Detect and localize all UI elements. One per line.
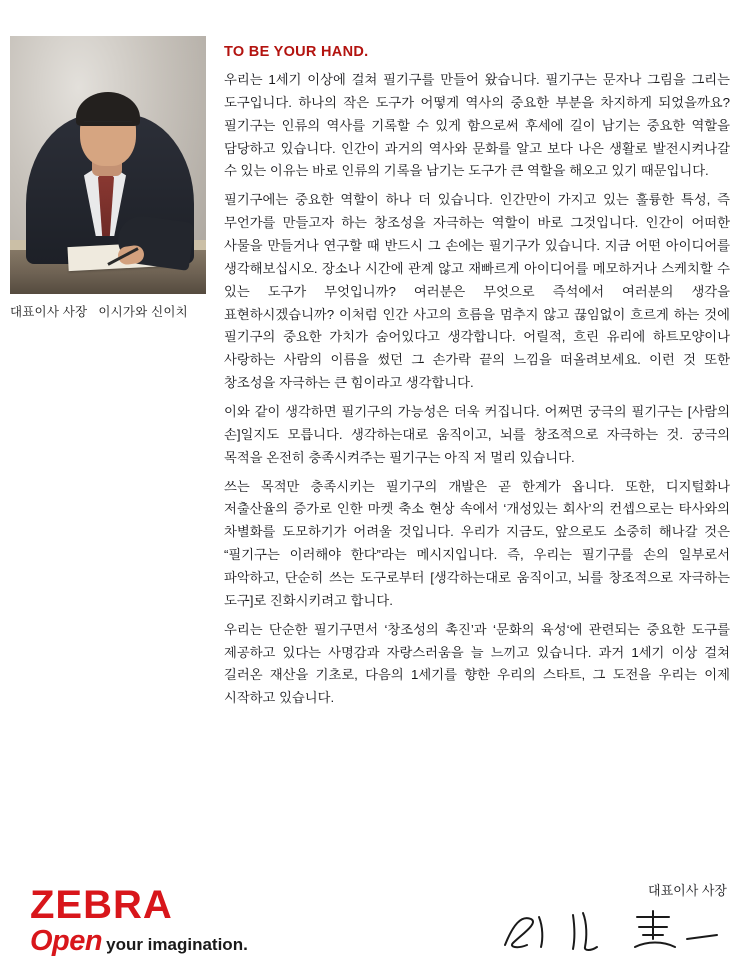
paragraph: 쓰는 목적만 충족시키는 필기구의 개발은 곧 한계가 옵니다. 또한, 디지털화나 저출산율의 증가로 인한 마켓 축소 현상 속에서 ‘개성있는 회사’의 컨셉으로는 타사와의 차별화를 도모하기가 어려울 것입니다. 우리가 지금도, 앞으로도 소중히 해나갈 것은 “필기구는 이러해야 한다”라는 메시지입니다. 즉, 우리는 필기구를 손의 일부로서 파악하고, 단순히 쓰는 도구로부터 [생각하는대로 움직이고, 뇌를 창조적으로 자극하는 도구]로 진화시키려고 합니다. bbox=[224, 478, 730, 608]
paragraph: 우리는 1세기 이상에 걸쳐 필기구를 만들어 왔습니다. 필기구는 문자나 그림을 그리는 도구입니다. 하나의 작은 도구가 어떻게 역사의 중요한 부분을 차지하게 되었을까요? 필기구는 인류의 역사를 기록할 수 있게 함으로써 후세에 길이 남기는 중요한 역할을 담당하고 있습니다. 인간이 과거의 역사와 문화를 알고 보다 나은 생활로 발전시켜나갈 수 있는 이유는 바로 인류의 기록을 남기는 도구가 큰 역할을 해오고 있기 때문입니다. bbox=[224, 72, 730, 179]
zebra-logo bbox=[30, 885, 290, 956]
ceo-portrait-image bbox=[10, 36, 206, 294]
paragraph: 이와 같이 생각하면 필기구의 가능성은 더욱 커집니다. 어쩌면 궁극의 필기구는 [사람의 손]일지도 모릅니다. 생각하는대로 움직이고, 뇌를 창조적으로 자극하는 것. 궁극의 목적을 온전히 충족시켜주는 필기구는 아직 저 멀리 있습니다. bbox=[224, 404, 730, 465]
signature-mark bbox=[467, 905, 727, 957]
paragraph: 우리는 단순한 필기구면서 ‘창조성의 촉진’과 ‘문화의 육성‘에 관련되는 중요한 도구를 제공하고 있다는 사명감과 자랑스러움을 늘 느끼고 있습니다. 과거 1세기 이상 걸쳐 길러온 재산을 기초로, 다음의 1세기를 향한 우리의 스타트, 그 도전을 우리는 이제 시작하고 있습니다. bbox=[224, 621, 730, 706]
page-title: TO BE YOUR HAND. bbox=[224, 44, 369, 60]
letter-body bbox=[224, 44, 730, 710]
photo-caption: 대표이사 사장 이시가와 신이치 bbox=[10, 305, 188, 319]
paragraph: 필기구에는 중요한 역할이 하나 더 있습니다. 인간만이 가지고 있는 훌륭한 특성, 즉 무언가를 만들고자 하는 창조성을 자극하는 역할이 바로 그것입니다. 인간이 어떠한 사물을 만들거나 연구할 때 반드시 그 손에는 필기구가 있습니다. 지금 어떤 아이디어를 생각해보십시오. 장소나 시간에 관계 않고 재빠르게 아이디어를 메모하거나 스케치할 수 있는 도구가 무엇입니까? 여러분은 무엇으로 즉석에서 여러분의 생각을 표현하시겠습니까? 이처럼 인간 사고의 흐름을 멈추지 않고 끊임없이 흐르게 하는 것에 필기구의 중요한 가치가 숨어있다고 생각합니다. 어릴적, 흐린 유리에 하트모양이나 사랑하는 사람의 이름을 썼던 그 손가락 끝의 느낌을 떠올려보세요. 이런 것 또한 창조성을 자극하는 큰 힘이라고 생각합니다. bbox=[224, 192, 730, 391]
signature-title: 대표이사 사장 bbox=[648, 883, 727, 898]
zebra-wordmark: ZEBRA bbox=[30, 883, 173, 927]
logo-tagline-text: your imagination. bbox=[106, 935, 248, 954]
signature-block bbox=[467, 880, 727, 957]
glasses-icon bbox=[84, 121, 132, 134]
logo-open-word: Open bbox=[30, 925, 103, 957]
logo-tagline-row bbox=[30, 927, 290, 956]
handwritten-signature-icon bbox=[487, 905, 727, 957]
portrait-block bbox=[10, 36, 206, 320]
